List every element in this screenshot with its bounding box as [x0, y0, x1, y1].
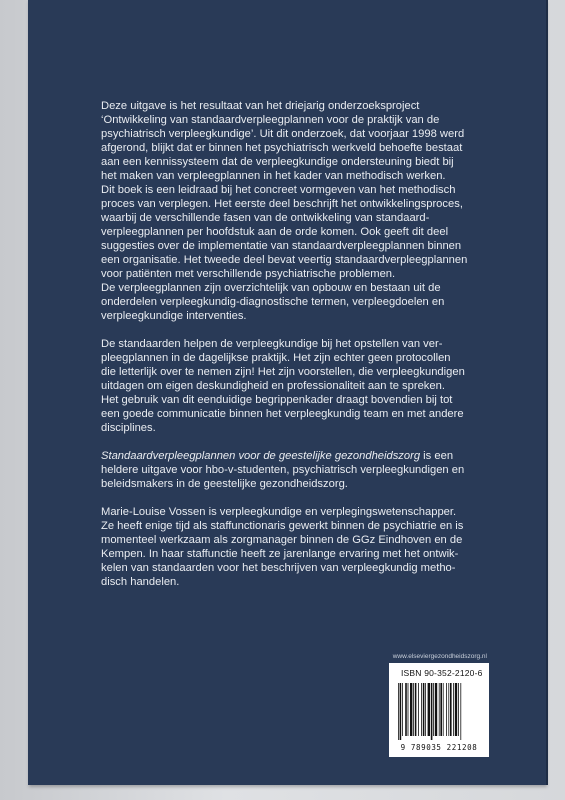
- barcode-bar: [418, 683, 419, 736]
- text-line: die letterlijk over te nemen zijn! Het zijn voorstellen, die verpleegkundigen: [101, 366, 465, 378]
- barcode-bar: [440, 683, 442, 736]
- barcode-bar: [425, 683, 426, 736]
- barcode-bar: [408, 683, 409, 736]
- text-line: Het gebruik van dit eenduidige begrippenkader draagt bovendien bij tot: [101, 394, 453, 406]
- barcode-bar: [455, 683, 457, 736]
- text-line: Dit boek is een leidraad bij het concreet vormgeven van het methodisch: [101, 184, 456, 196]
- book-title-italic: Standaardverpleegplannen voor de geestelijke gezondheidszorg: [101, 450, 421, 462]
- barcode-bar: [460, 683, 461, 740]
- barcode-icon: [398, 683, 480, 740]
- text-line: aan een kennissysteem dat de verpleegkundige ondersteuning biedt bij: [101, 156, 454, 168]
- text-line: Deze uitgave is het resultaat van het driejarig onderzoeksproject: [101, 100, 420, 112]
- text-line: waarbij de verschillende fasen van de ontwikkeling van standaard-: [101, 212, 430, 224]
- barcode-bar: [402, 683, 403, 736]
- text-line: voor patiënten met verschillende psychiatrische problemen.: [101, 268, 396, 280]
- paragraph-author-bio: [101, 505, 487, 589]
- text-line: proces van verplegen. Het eerste deel beschrijft het ontwikkelingsproces,: [101, 198, 463, 210]
- barcode-bar: [398, 683, 399, 740]
- paragraph-plan-structure: [101, 281, 487, 323]
- barcode-bar: [405, 683, 407, 736]
- barcode-bar: [415, 683, 417, 736]
- text-line: het maken van verpleegplannen in het kader van methodisch werken.: [101, 170, 446, 182]
- barcode-bar: [433, 683, 434, 736]
- paragraph-book-contents: [101, 183, 487, 281]
- text-line: Marie-Louise Vossen is verpleegkundige en verplegingswetenschapper.: [101, 506, 457, 518]
- text-line: beleidsmakers in de geestelijke gezondheidszorg.: [101, 478, 348, 490]
- paragraph-intro: [101, 99, 487, 183]
- barcode-bar: [431, 683, 433, 740]
- isbn-number: ISBN 90-352-2120-6: [401, 668, 483, 678]
- barcode-bar: [450, 683, 452, 736]
- text-line: uitdagen om eigen deskundigheid en professionaliteit aan te spreken.: [101, 380, 445, 392]
- blurb-text: [101, 99, 487, 603]
- barcode-bar: [443, 683, 444, 736]
- barcode-bar: [413, 683, 414, 736]
- paragraph-audience: [101, 449, 487, 491]
- barcode-bar: [448, 683, 449, 736]
- barcode-bar: [423, 683, 425, 736]
- text-line: verpleegkundige interventies.: [101, 310, 247, 322]
- text-line: psychiatrisch verpleegkundige’. Uit dit onderzoek, dat voorjaar 1998 werd: [101, 128, 465, 140]
- barcode-bar: [458, 683, 459, 736]
- text-line: verpleegplannen per hoofdstuk aan de orde komen. Ook geeft dit deel: [101, 226, 449, 238]
- barcode-bar: [428, 683, 430, 736]
- text-line: een goede communicatie binnen het verpleegkundig team en met andere: [101, 408, 464, 420]
- barcode-box: [389, 663, 489, 757]
- text-line: Ze heeft enige tijd als staffunctionaris gewerkt binnen de psychiatrie en is: [101, 520, 464, 532]
- barcode-bar: [446, 683, 447, 736]
- text-line: ‘Ontwikkeling van standaardverpleegplannen voor de praktijk van de: [101, 114, 440, 126]
- text-line: een organisatie. Het tweede deel bevat veertig standaardverpleegplannen: [101, 254, 468, 266]
- publisher-url[interactable]: www.elseviergezondheidszorg.nl: [392, 653, 487, 660]
- text-line: suggesties over de implementatie van standaardverpleegplannen binnen: [101, 240, 462, 252]
- text-line: is een: [420, 450, 454, 462]
- ean-number: 9 789035 221208: [400, 743, 478, 752]
- barcode-bar: [453, 683, 454, 736]
- text-line: momenteel werkzaam als zorgmanager binnen de GGz Eindhoven en de: [101, 534, 463, 546]
- text-line: heldere uitgave voor hbo-v-studenten, psychiatrisch verpleegkundigen en: [101, 464, 465, 476]
- text-line: De verpleegplannen zijn overzichtelijk van opbouw en bestaan uit de: [101, 282, 441, 294]
- paragraph-standards: [101, 337, 487, 435]
- text-line: disciplines.: [101, 422, 156, 434]
- barcode-bar: [439, 683, 440, 736]
- text-line: De standaarden helpen de verpleegkundige bij het opstellen van ver-: [101, 338, 443, 350]
- cover-edge: [546, 0, 548, 785]
- text-line: afgerond, blijkt dat er binnen het psychiatrisch werkveld behoefte bestaat: [101, 142, 463, 154]
- barcode-bar: [410, 683, 412, 736]
- barcode-bar: [421, 683, 422, 736]
- text-line: pleegplannen in de dagelijkse praktijk. Het zijn echter geen protocollen: [101, 352, 451, 364]
- text-line: kelen van standaarden voor het beschrijven van verpleegkundig metho-: [101, 562, 456, 574]
- text-line: disch handelen.: [101, 576, 180, 588]
- text-line: Kempen. In haar staffunctie heeft ze jarenlange ervaring met het ontwik-: [101, 548, 459, 560]
- text-line: onderdelen verpleegkundig-diagnostische termen, verpleegdoelen en: [101, 296, 445, 308]
- barcode-bar: [400, 683, 402, 740]
- barcode-bar: [435, 683, 437, 736]
